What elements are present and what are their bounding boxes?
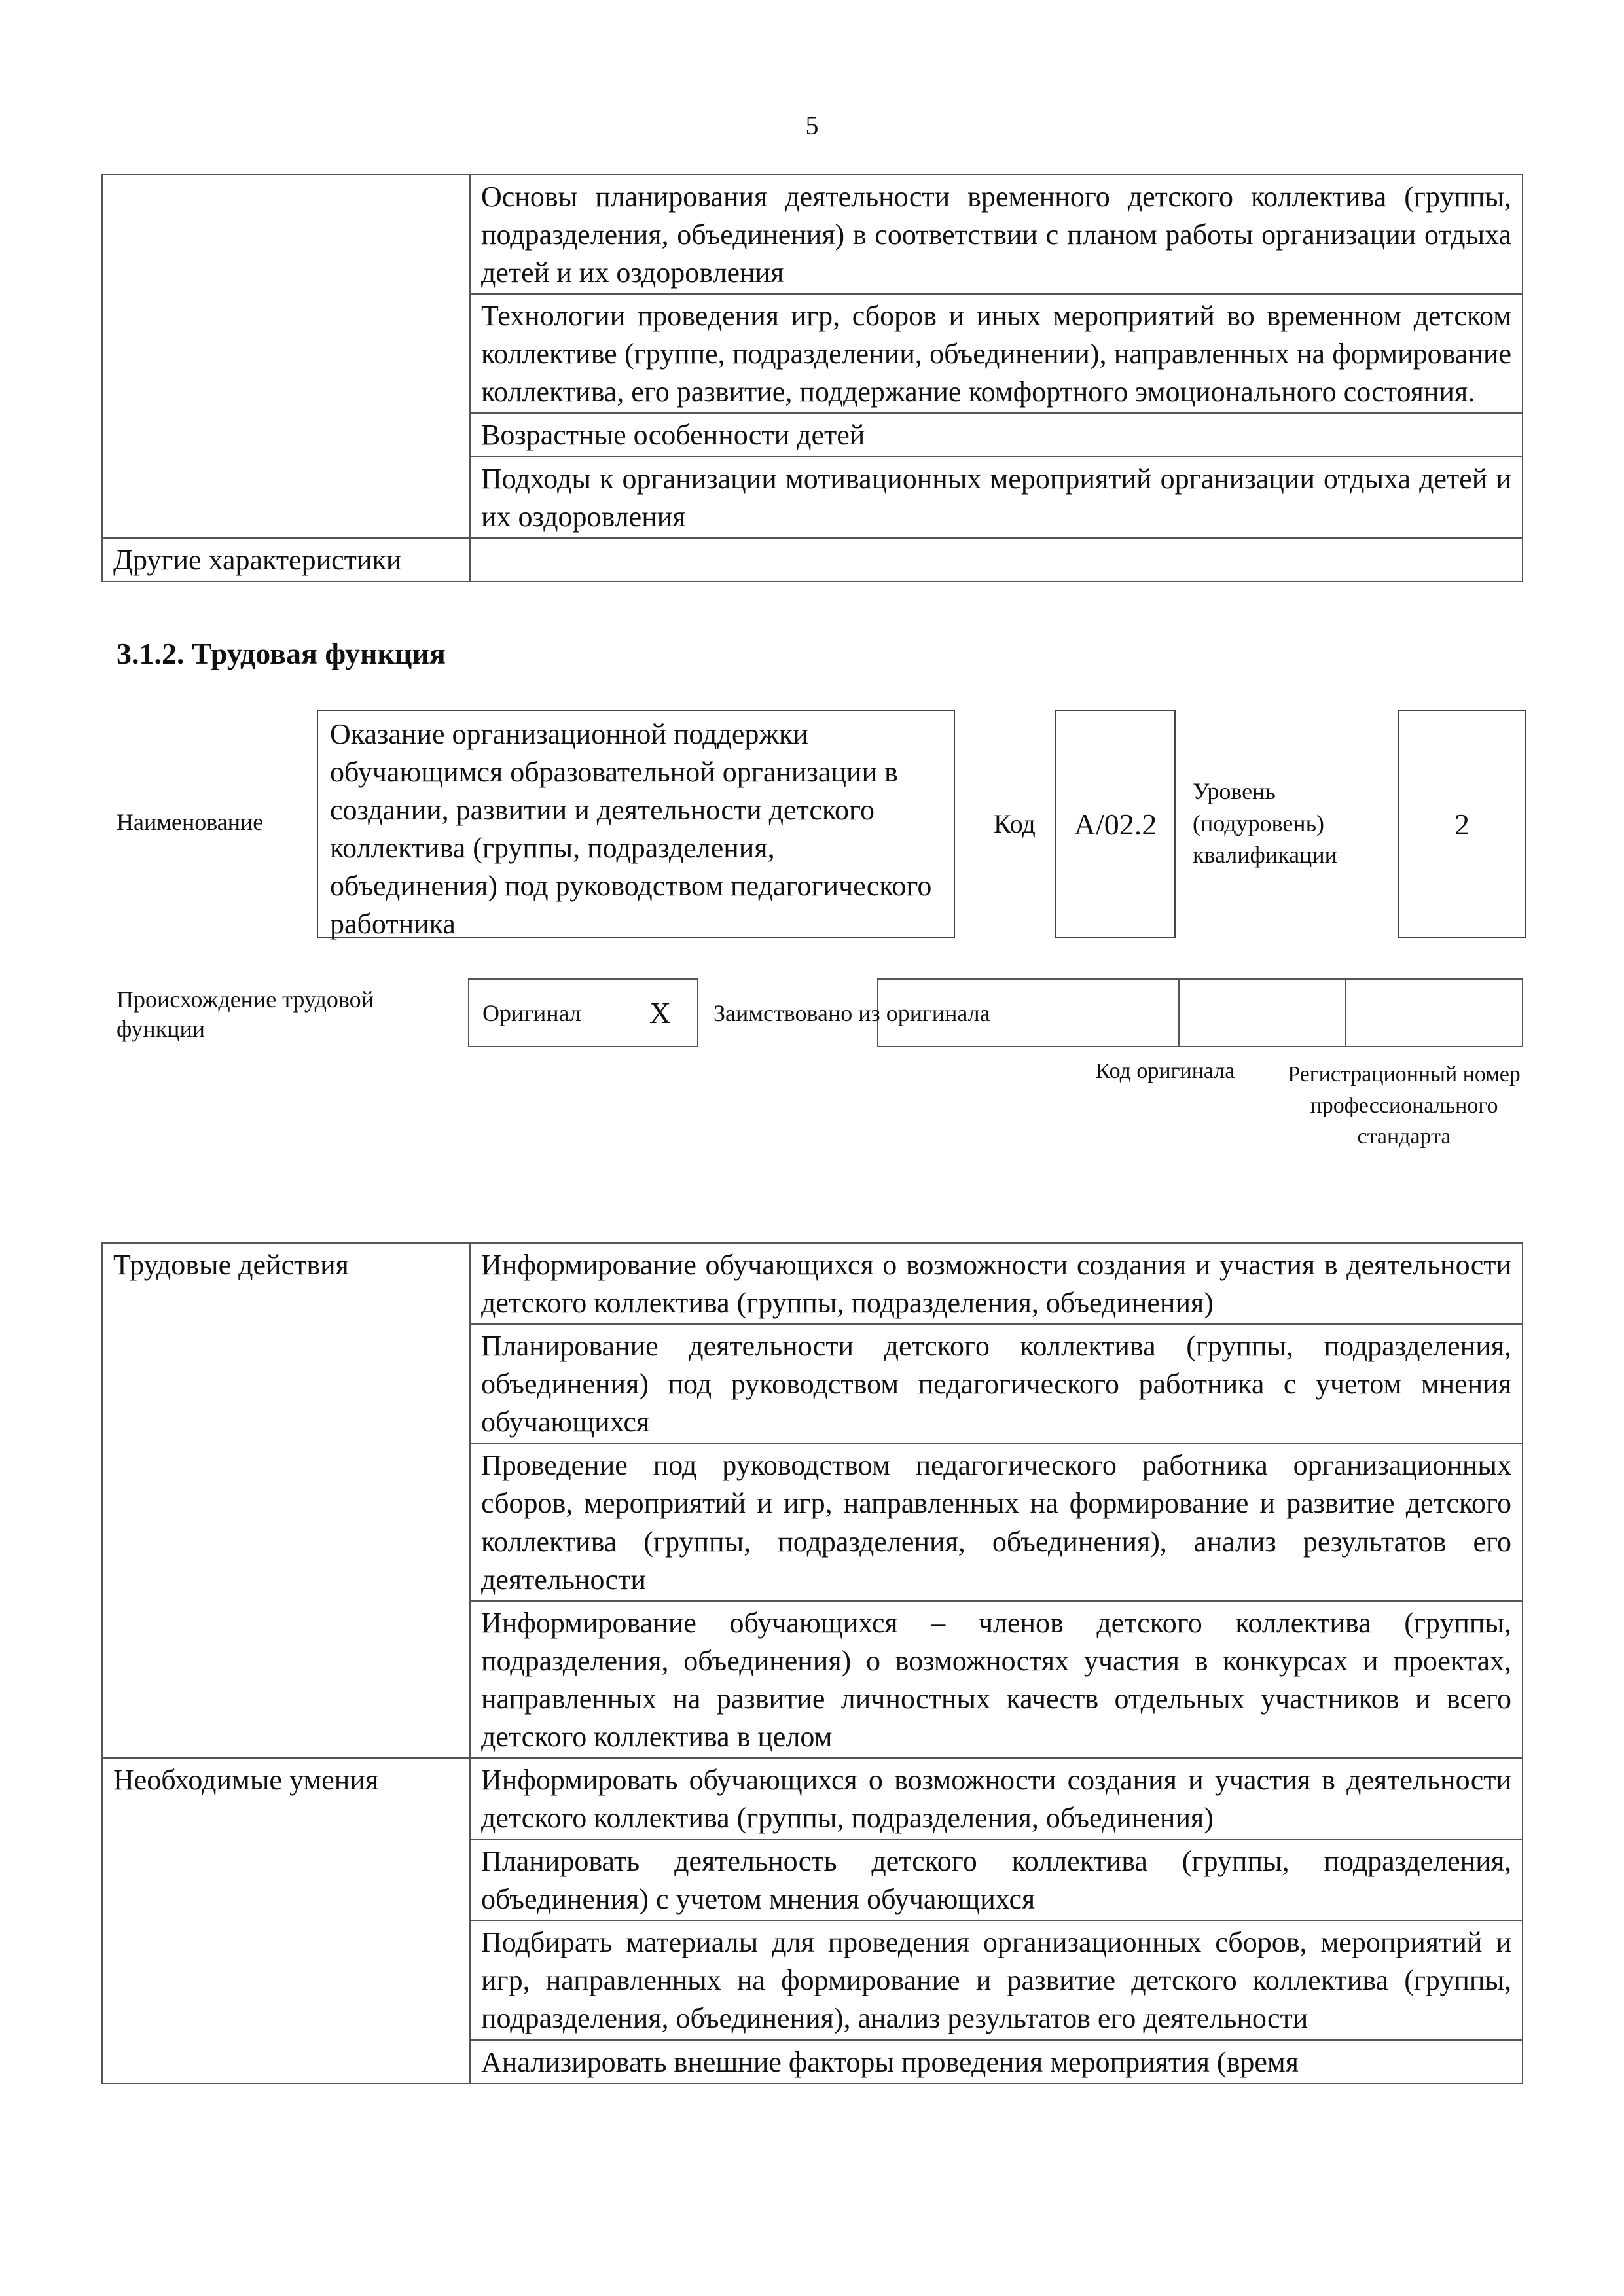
knowledge-item: Подходы к организации мотивационных мероприятий организации отдыха детей и их оздоровления — [470, 457, 1523, 538]
original-code-caption: Код оригинала — [1095, 1059, 1235, 1083]
registration-number-cell — [1345, 978, 1523, 1047]
level-label: Уровень (подуровень) квалификации — [1193, 778, 1337, 869]
original-code-cell — [1178, 978, 1346, 1047]
skill-item: Информировать обучающихся о возможности создания и участия в деятельности детского коллектива (группы, подразделения, объединения) — [470, 1758, 1523, 1839]
name-label: Наименование — [117, 809, 264, 835]
actions-label-cell: Трудовые действия — [102, 1243, 470, 1758]
action-item: Информирование обучающихся о возможности создания и участия в деятельности детского коллектива (группы, подразделения, объединения) — [470, 1243, 1523, 1324]
original-label: Оригинал — [482, 999, 581, 1026]
original-mark: X — [649, 996, 671, 1030]
skill-item: Подбирать материалы для проведения организационных сборов, мероприятий и игр, направленных на формирование и развитие детского коллектива (группы, подразделения, объединения), анализ результатов его деятельности — [470, 1920, 1523, 2039]
knowledge-item: Возрастные особенности детей — [470, 413, 1523, 456]
function-details-table — [101, 1242, 1523, 2084]
action-item: Проведение под руководством педагогического работника организационных сборов, мероприятий и игр, направленных на формирование и развитие детского коллектива (группы, подразделения, объединения), анализ результатов его деятельности — [470, 1443, 1523, 1600]
other-characteristics-label: Другие характеристики — [102, 538, 470, 581]
table-row — [102, 1758, 1523, 1839]
function-name-box: Оказание организационной поддержки обучающимся образовательной организации в создании, развитии и деятельности детского коллектива (группы, подразделения, объединения) под руководством педагогического работника — [317, 710, 955, 938]
table-row — [102, 1243, 1523, 1324]
borrowed-label: Заимствовано из оригинала — [713, 999, 990, 1026]
knowledge-item: Технологии проведения игр, сборов и иных мероприятий во временном детском коллективе (группе, подразделении, объединении), направленных на формирование коллектива, его развитие, поддержание комфортного эмоционального состояния. — [470, 294, 1523, 413]
knowledge-table — [101, 174, 1523, 582]
knowledge-label-cell — [102, 175, 470, 538]
origin-row — [468, 978, 1523, 1047]
original-cell — [468, 978, 698, 1047]
knowledge-item: Основы планирования деятельности временного детского коллектива (группы, подразделения, объединения) в соответствии с планом работы организации отдыха детей и их оздоровления — [470, 175, 1523, 294]
origin-label: Происхождение трудовой функции — [117, 986, 374, 1042]
level-value-box: 2 — [1398, 710, 1526, 938]
code-value-box: A/02.2 — [1055, 710, 1176, 938]
table-row — [102, 538, 1523, 581]
action-item: Информирование обучающихся – членов детского коллектива (группы, подразделения, объединения) о возможностях участия в конкурсах и проектах, направленных на развитие личностных качеств отдельных участников и всего детского коллектива в целом — [470, 1601, 1523, 1758]
skills-label-cell: Необходимые умения — [102, 1758, 470, 2083]
page-number: 5 — [805, 111, 819, 140]
skill-item: Планировать деятельность детского коллектива (группы, подразделения, объединения) с учетом мнения обучающихся — [470, 1839, 1523, 1920]
registration-number-caption: Регистрационный номер профессионального стандарта — [1288, 1062, 1521, 1149]
code-label: Код — [994, 809, 1036, 838]
table-row — [102, 175, 1523, 294]
skill-item: Анализировать внешние факторы проведения мероприятия (время — [470, 2040, 1523, 2083]
action-item: Планирование деятельности детского коллектива (группы, подразделения, объединения) под руководством педагогического работника с учетом мнения обучающихся — [470, 1324, 1523, 1443]
section-heading: 3.1.2. Трудовая функция — [117, 637, 446, 670]
other-characteristics-value — [470, 538, 1523, 581]
